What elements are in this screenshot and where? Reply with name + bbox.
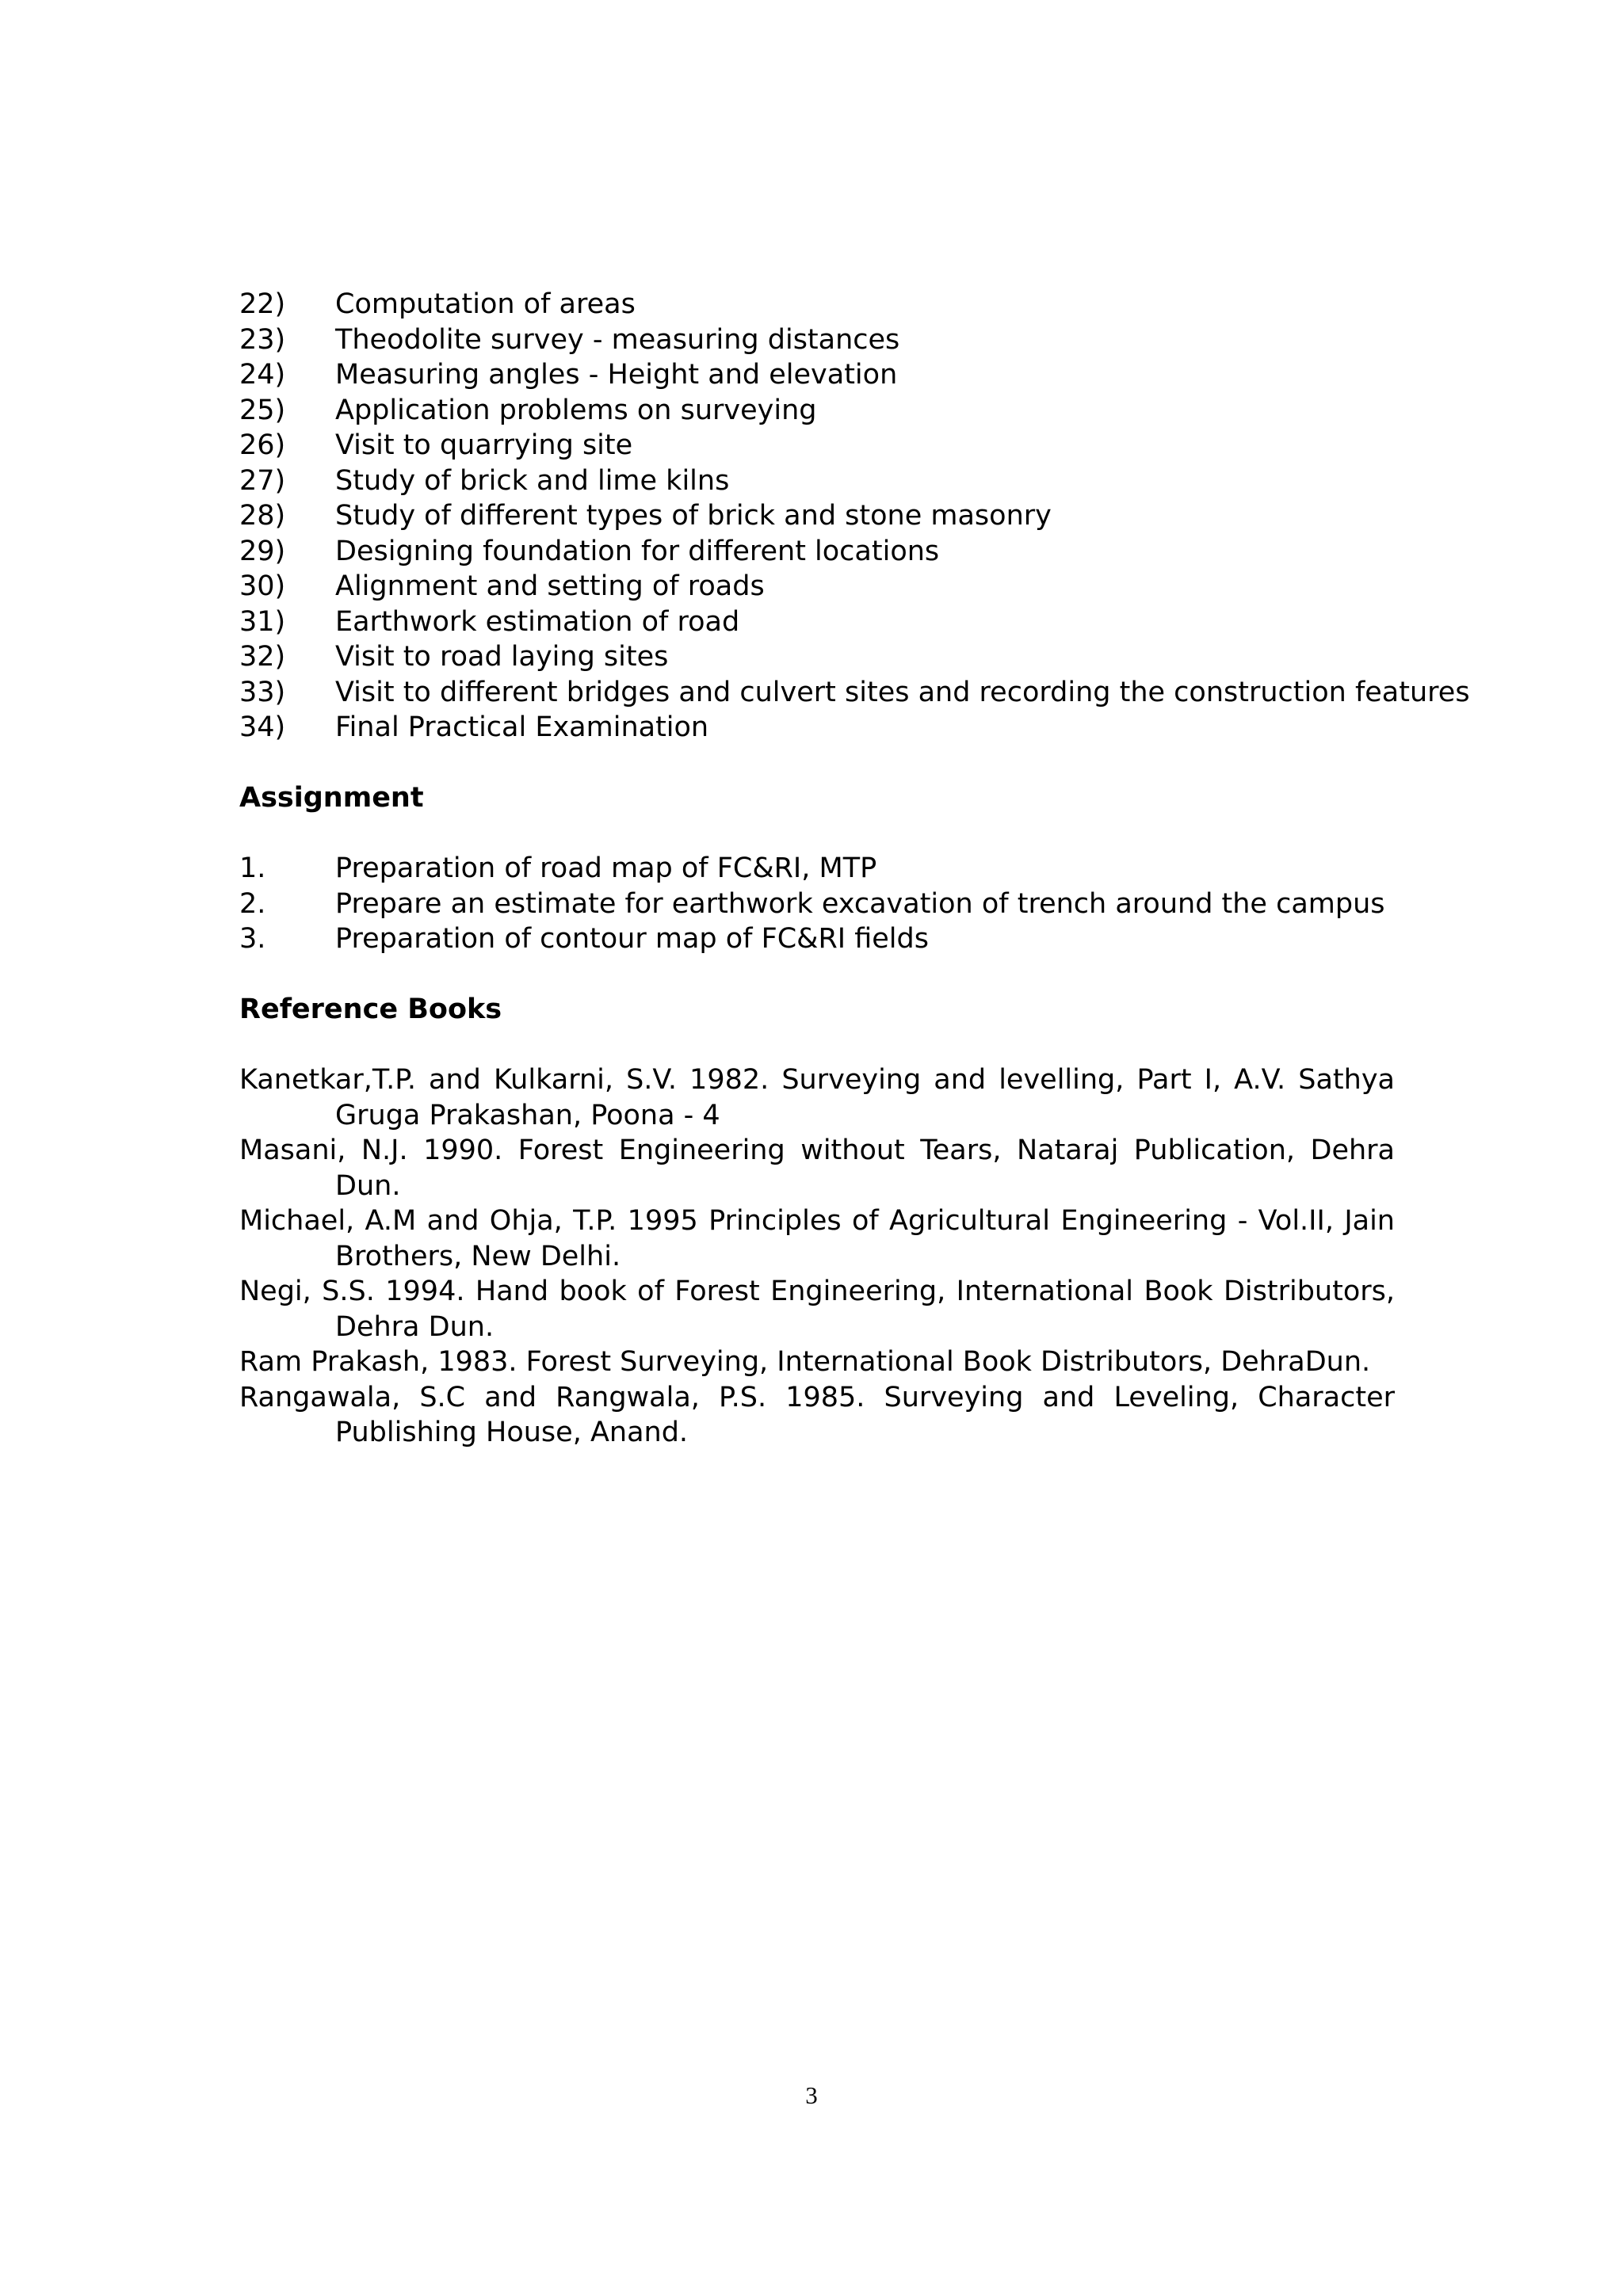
item-text: Computation of areas bbox=[335, 288, 636, 320]
item-text: Preparation of road map of FC&RI, MTP bbox=[335, 852, 877, 884]
item-text: Alignment and setting of roads bbox=[335, 570, 765, 602]
reference-entry: Michael, A.M and Ohja, T.P. 1995 Principles of Agricultural Engineering - Vol.II, Jain Brothers, New Delhi. bbox=[239, 1205, 1395, 1272]
item-number: 32) bbox=[239, 641, 286, 673]
section-gap bbox=[239, 957, 1395, 993]
list-item bbox=[239, 357, 1395, 393]
reference-entry: Ram Prakash, 1983. Forest Surveying, International Book Distributors, DehraDun. bbox=[239, 1346, 1371, 1378]
item-text: Prepare an estimate for earthwork excavation of trench around the campus bbox=[335, 887, 1385, 920]
item-text: Preparation of contour map of FC&RI fields bbox=[335, 923, 929, 955]
list-item bbox=[239, 639, 1395, 675]
list-item bbox=[239, 921, 1395, 957]
list-item bbox=[239, 605, 1395, 640]
list-item bbox=[239, 569, 1395, 605]
list-item bbox=[239, 675, 1470, 711]
item-text: Measuring angles - Height and elevation bbox=[335, 359, 898, 391]
list-item bbox=[239, 393, 1395, 429]
item-text: Visit to quarrying site bbox=[335, 429, 633, 461]
item-number: 25) bbox=[239, 394, 286, 426]
item-text: Study of different types of brick and stone masonry bbox=[335, 500, 1052, 532]
reference-entry: Rangawala, S.C and Rangwala, P.S. 1985. Surveying and Leveling, Character Publishing House, Anand. bbox=[239, 1381, 1395, 1448]
item-text: Theodolite survey - measuring distances bbox=[335, 323, 900, 356]
list-item bbox=[239, 534, 1395, 570]
item-text: Visit to road laying sites bbox=[335, 641, 669, 673]
reference-entry: Masani, N.J. 1990. Forest Engineering without Tears, Nataraj Publication, Dehra Dun. bbox=[239, 1135, 1395, 1202]
item-number: 2. bbox=[239, 887, 266, 920]
item-number: 1. bbox=[239, 852, 266, 884]
item-number: 33) bbox=[239, 676, 286, 708]
list-item bbox=[239, 851, 1395, 887]
reference-books-heading: Reference Books bbox=[239, 994, 502, 1025]
list-item bbox=[239, 498, 1395, 534]
item-text: Study of brick and lime kilns bbox=[335, 464, 730, 497]
item-number: 27) bbox=[239, 464, 286, 497]
item-number: 31) bbox=[239, 605, 286, 638]
section-gap bbox=[239, 816, 1395, 852]
list-item bbox=[239, 322, 1395, 358]
item-number: 30) bbox=[239, 570, 286, 602]
item-text: Earthwork estimation of road bbox=[335, 605, 740, 638]
reference-list bbox=[239, 1062, 1395, 1451]
item-text: Final Practical Examination bbox=[335, 711, 709, 743]
section-gap bbox=[239, 1028, 1395, 1063]
item-number: 23) bbox=[239, 323, 286, 356]
item-number: 22) bbox=[239, 288, 286, 320]
item-number: 29) bbox=[239, 535, 286, 567]
item-number: 28) bbox=[239, 500, 286, 532]
item-text: Visit to different bridges and culvert sites and recording the construction features bbox=[335, 676, 1470, 708]
list-item bbox=[239, 887, 1395, 922]
item-number: 24) bbox=[239, 359, 286, 391]
reference-entry: Kanetkar,T.P. and Kulkarni, S.V. 1982. Surveying and levelling, Part I, A.V. Sathya Gruga Prakashan, Poona - 4 bbox=[239, 1064, 1395, 1131]
assignment-heading: Assignment bbox=[239, 782, 424, 814]
item-number: 3. bbox=[239, 923, 266, 955]
item-text: Application problems on surveying bbox=[335, 394, 817, 426]
item-text: Designing foundation for different locations bbox=[335, 535, 940, 567]
list-item bbox=[239, 710, 1395, 746]
page-number: 3 bbox=[805, 2081, 818, 2109]
list-item bbox=[239, 463, 1395, 499]
page-content bbox=[239, 287, 1470, 1451]
reference-entry: Negi, S.S. 1994. Hand book of Forest Engineering, International Book Distributors, Dehra Dun. bbox=[239, 1276, 1395, 1343]
item-number: 34) bbox=[239, 711, 286, 743]
section-gap bbox=[239, 746, 1395, 781]
practical-list bbox=[239, 287, 1470, 746]
list-item bbox=[239, 287, 1395, 322]
assignment-list bbox=[239, 851, 1395, 957]
list-item bbox=[239, 428, 1395, 463]
item-number: 26) bbox=[239, 429, 286, 461]
